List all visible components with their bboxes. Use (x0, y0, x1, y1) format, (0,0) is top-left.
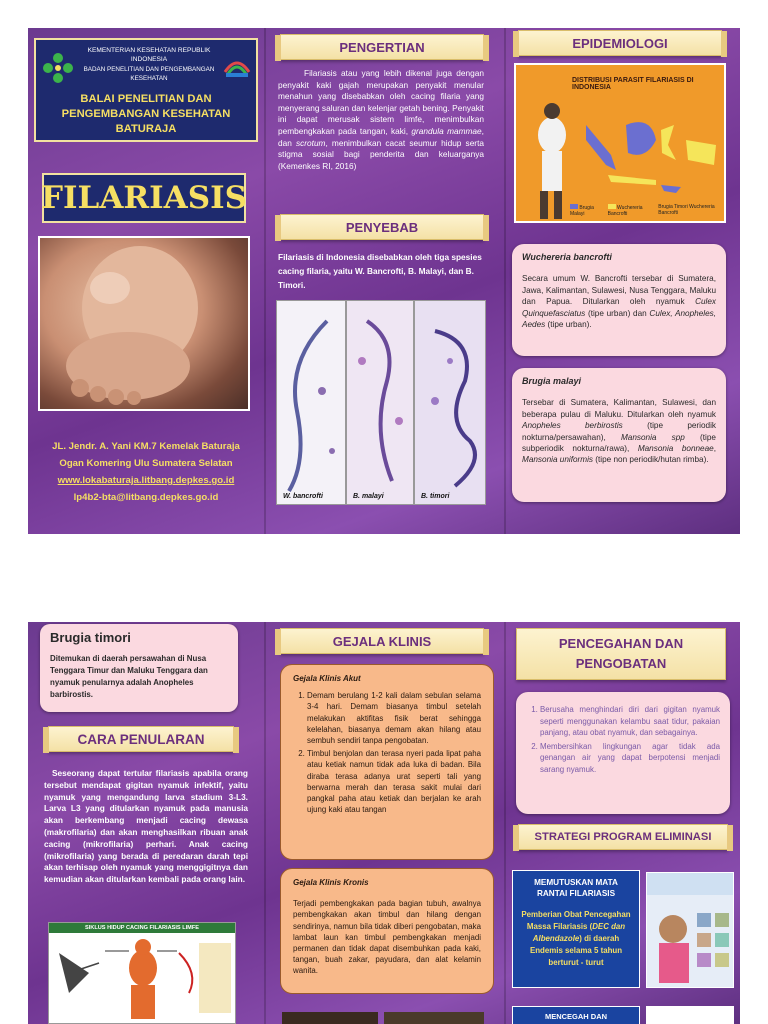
label-b-timori: B. timori (421, 493, 450, 500)
life-cycle-diagram (48, 922, 236, 1024)
brugia-timori-text: Ditemukan di daerah persawahan di Nusa Tenggara Timur dan Maluku Tenggara dan nyamuk penularnya adalah Anopheles barbirostis. (50, 654, 208, 700)
pengertian-text: Filariasis atau yang lebih dikenal juga dengan penyakit kaki gajah merupakan penyakit menular menahun yang disebabkan oleh cacing filaria yang menyerang saluran dan kelenjar getah bening. Penyakit ini dapat merusak sistem limfe, menimbulkan pembengkakan pada tangan, kaki, grandula mammae, dan scrotum, menimbulkan cacat seumur hidup serta stigma sosial bagi penderita dan keluarganya (Kemenkes RI, 2016) (278, 68, 484, 171)
gejala-akut-list (293, 690, 481, 815)
strategy-photo (646, 872, 734, 988)
wuchereria-heading: Wuchereria bancrofti (522, 252, 612, 262)
pencegahan-heading: PENCEGAHAN DAN PENGOBATAN (516, 628, 726, 680)
brochure-page-outside (28, 28, 740, 534)
distribution-map (514, 63, 726, 223)
institution-name: BALAI PENELITIAN DAN PENGEMBANGAN KESEHATAN BATURAJA (61, 93, 231, 135)
map-legend (570, 204, 720, 217)
photo-strip (282, 1012, 378, 1024)
address-line-2: Ogan Komering Ulu Sumatera Selatan (59, 458, 233, 469)
brochure-page-inside (28, 622, 740, 1024)
institution-header (34, 38, 258, 142)
email-link[interactable]: lp4b2-bta@litbang.depkes.go.id (73, 492, 219, 503)
card-gejala-kronis (280, 868, 494, 994)
cara-penularan-text: Seseorang dapat tertular filariasis apabila orang tersebut mendapat gigitan nyamuk infektif, yaitu nyamuk yang mengandung larva stadium 3-L3. Larva L3 yang ditularkan nyamuk pada manusia akan berkembang menjadi cacing dewasa (makrofilaria) dan akan menghasilkan ribuan anak cacing (mikrofilaria) perhari. Anak cacing (mikrofilaria) yang berada di peredaran darah tepi akan terhisap oleh nyamuk yang menggigitnya dan kemudian akan ditularkan kembali pada orang lain. (44, 768, 248, 885)
cara-penularan-heading: CARA PENULARAN (48, 726, 234, 752)
map-title: DISTRIBUSI PARASIT FILARIASIS DI INDONESIA (572, 77, 694, 91)
gejala-klinis-heading: GEJALA KLINIS (280, 628, 484, 654)
ministry-logo-icon (40, 50, 76, 86)
legend-brugia-timori: Brugia Timori Wuchereria Bancrofti (658, 204, 715, 216)
strategy-box-text: Pemberian Obat Pencegahan Massa Filariasis (DEC dan Albendazole) di daerah Endemis selama 5 tahun berturut - turut (521, 910, 631, 967)
website-link[interactable]: www.lokabaturaja.litbang.depkes.go.id (57, 475, 235, 486)
fold-line (504, 28, 506, 534)
card-brugia-timori (40, 624, 238, 712)
label-b-malayi: B. malayi (353, 493, 384, 500)
penyebab-text: Filariasis di Indonesia disebabkan oleh tiga spesies cacing filaria, yaitu W. Bancrofti, B. Malayi, dan B. Timori. (278, 252, 482, 290)
legend-brugia-malayi: Brugia Malayi (570, 205, 594, 217)
gejala-akut-item: 1. Demam berulang 1-2 kali dalam sebulan selama 3-4 hari. Demam biasanya timbul setelah melakukan aktifitas fisik berat sehingga kelelahan, biasanya demam akan hilang atau sembuh sendiri tanpa pengobatan. (307, 690, 481, 746)
pencegahan-item: 2. Membersihkan lingkungan agar tidak ada genangan air yang dapat berpotensi menjadi sarang nyamuk. (540, 741, 720, 776)
pencegahan-item: 1. Berusaha menghindari diri dari gigitan nyamuk seperti menggunakan kelambu saat tidur, pakaian panjang, atau obat nyamuk, dan sebagainya. (540, 704, 720, 739)
card-gejala-akut (280, 664, 494, 860)
micrograph-w-bancrofti (276, 300, 346, 505)
fold-line (264, 28, 266, 534)
gejala-akut-heading: Gejala Klinis Akut (293, 674, 361, 683)
ministry-name: KEMENTERIAN KESEHATAN REPUBLIK INDONESIA (87, 47, 211, 63)
pengertian-heading: PENGERTIAN (280, 34, 484, 60)
gejala-kronis-text: Terjadi pembengkakan pada bagian tubuh, awalnya pembengkakan akan timbul dan hilang dengan sendirinya, namun bila tidak diberi pengobatan, maka lambat laun kan timbul pembengkakan menjadi permanen dan tidak dapat disembuhkan pada kaki, tangan, buah zakar, payudara, dan alat kelamin wanita. (293, 899, 481, 976)
strategy-box-title: MEMUTUSKAN MATA RANTAI FILARIASIS (534, 878, 618, 898)
label-w-bancrofti: W. bancrofti (283, 493, 323, 500)
epidemiologi-heading: EPIDEMIOLOGI (518, 30, 722, 56)
agency-name: BADAN PENELITIAN DAN PENGEMBANGAN KESEHATAN (83, 66, 215, 82)
brugia-malayi-text: Tersebar di Sumatera, Kalimantan, Sulawesi, dan beberapa pulau di Maluku. Ditularkan oleh nyamuk Anopheles berbirostis (tipe periodik nokturna/persawahan), Mansonia spp (tipe subperiodik nokturna/rawa), Mansonia bonneae, Mansonia uniformis (tipe non periodik/hutan rimba). (522, 398, 716, 465)
fold-line (264, 622, 266, 1024)
card-pencegahan (516, 692, 730, 814)
strategy-box-prevent (512, 1006, 640, 1024)
penyebab-heading: PENYEBAB (280, 214, 484, 240)
wuchereria-text: Secara umum W. Bancrofti tersebar di Sumatera, Jawa, Kalimantan, Sulawesi, Nusa Tenggara, Maluku dan Papua. Ditularkan oleh nyamuk Culex Quinquefasciatus (tipe urban) dan Culex, Anopheles, Aedes (tipe urban). (522, 274, 716, 330)
address-line-1: JL. Jendr. A. Yani KM.7 Kemelak Baturaja (52, 441, 240, 452)
contact-info (36, 438, 256, 506)
strategy-photo-2 (646, 1006, 734, 1024)
brugia-timori-heading: Brugia timori (50, 630, 131, 645)
gejala-akut-item: 2. Timbul benjolan dan terasa nyeri pada lipat paha atau ketiak namun tidak ada luka di badan. Bila diraba terasa adanya urat seperti tali yang berwarna merah dan terasa sakit mulai dari pangkal paha atau ketiak dan berjalan ke arah ujung kaki atau tangan (307, 748, 481, 815)
pencegahan-list (526, 700, 720, 776)
germas-logo-icon (222, 52, 252, 78)
brochure-title: FILARIASIS (42, 173, 246, 223)
micrograph-b-timori (414, 300, 486, 505)
legend-wuchereria: Wuchereria Bancrofti (607, 205, 643, 217)
strategy-box-break-chain (512, 870, 640, 988)
strategy-box-2-title: MENCEGAH DAN (544, 1012, 608, 1021)
fold-line (504, 622, 506, 1024)
diagram-title: SIKLUS HIDUP CACING FILARIASIS LIMFE (49, 923, 235, 933)
photo-strip (384, 1012, 484, 1024)
micrograph-b-malayi (346, 300, 414, 505)
strategi-heading: STRATEGI PROGRAM ELIMINASI (518, 824, 728, 850)
card-brugia-malayi (512, 368, 726, 502)
card-wuchereria (512, 244, 726, 356)
gejala-kronis-heading: Gejala Klinis Kronis (293, 878, 369, 887)
brugia-malayi-heading: Brugia malayi (522, 376, 582, 386)
elephantiasis-leg-photo (38, 236, 250, 411)
